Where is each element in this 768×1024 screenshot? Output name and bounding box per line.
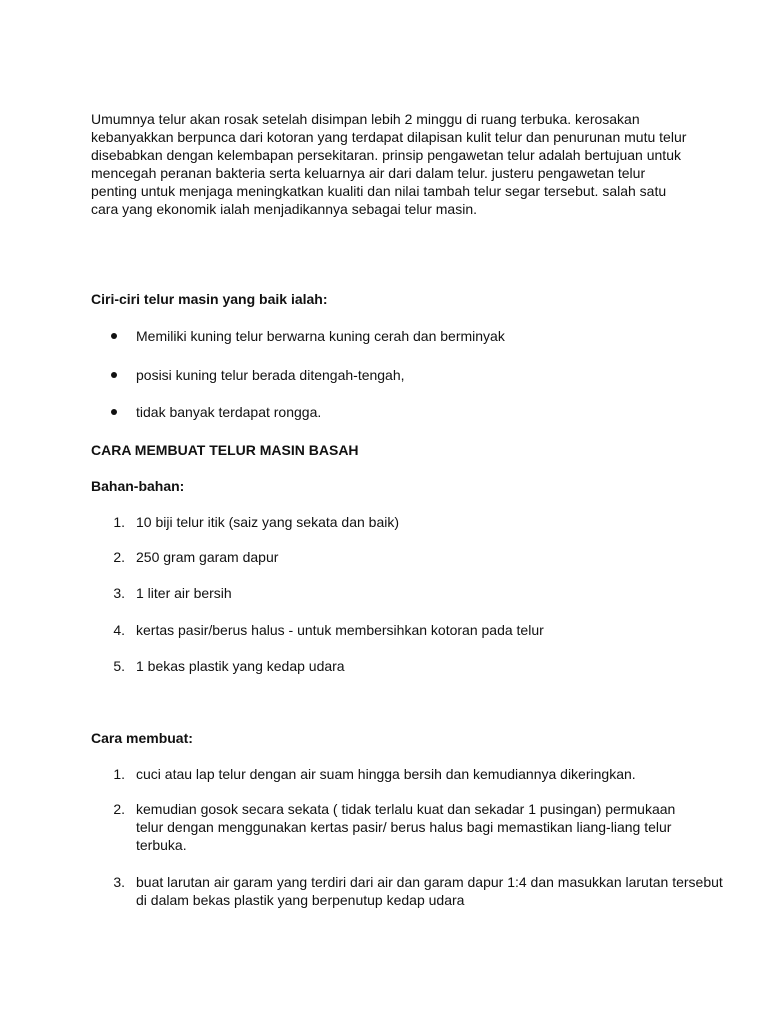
list-item (91, 403, 736, 421)
list-item-text: 1 liter air bersih (136, 585, 232, 601)
list-item (91, 657, 736, 675)
list-item-text: kertas pasir/berus halus - untuk membersihkan kotoran pada telur (136, 622, 544, 638)
list-item-text: 250 gram garam dapur (136, 549, 279, 565)
list-item (91, 765, 736, 783)
list-number: 1. (113, 766, 125, 782)
list-item-text: Memiliki kuning telur berwarna kuning cerah dan berminyak (136, 328, 505, 344)
list-item-text: kemudian gosok secara sekata ( tidak terlalu kuat dan sekadar 1 pusingan) permukaan telur dengan menggunakan kertas pasir/ berus halus bagi memastikan liang-liang telur terbuka. (136, 801, 676, 853)
list-number: 1. (113, 514, 125, 530)
list-item-text: posisi kuning telur berada ditengah-tengah, (136, 367, 405, 383)
list-number: 3. (113, 874, 125, 890)
list-number: 2. (113, 549, 125, 565)
intro-paragraph: Umumnya telur akan rosak setelah disimpan lebih 2 minggu di ruang terbuka. kerosakan kebanyakkan berpunca dari kotoran yang terdapat dilapisan kulit telur dan penurunan mutu telur disebabkan dengan kelembapan persekitaran. prinsip pengawetan telur adalah bertujuan untuk mencegah peranan bakteria serta keluarnya air dari dalam telur. justeru pengawetan telur penting untuk menjaga meningkatkan kualiti dan nilai tambah telur segar tersebut. salah satu cara yang ekonomik ialah menjadikannya sebagai telur masin. (91, 111, 687, 217)
ciri-heading: Ciri-ciri telur masin yang baik ialah: (91, 291, 328, 307)
cara-heading: Cara membuat: (91, 730, 193, 746)
bahan-heading: Bahan-bahan: (91, 478, 185, 494)
list-item-text: buat larutan air garam yang terdiri dari air dan garam dapur 1:4 dan masukkan larutan tersebut di dalam bekas plastik yang berpenutup kedap udara (136, 874, 723, 908)
list-number: 5. (113, 658, 125, 674)
list-item-text: 1 bekas plastik yang kedap udara (136, 658, 345, 674)
list-item (91, 800, 696, 854)
list-item (91, 584, 736, 602)
list-item (91, 873, 736, 909)
list-item-text: tidak banyak terdapat rongga. (136, 404, 322, 420)
list-number: 4. (113, 622, 125, 638)
list-item-text: cuci atau lap telur dengan air suam hingga bersih dan kemudiannya dikeringkan. (136, 766, 636, 782)
list-item (91, 548, 736, 566)
list-item (91, 366, 736, 384)
list-item (91, 327, 736, 345)
page-title: CARA MEMBUAT TELUR MASIN BASAH (91, 442, 359, 458)
list-number: 3. (113, 585, 125, 601)
list-item-text: 10 biji telur itik (saiz yang sekata dan baik) (136, 514, 400, 530)
list-item (91, 513, 736, 531)
list-item (91, 621, 736, 639)
list-number: 2. (113, 801, 125, 817)
